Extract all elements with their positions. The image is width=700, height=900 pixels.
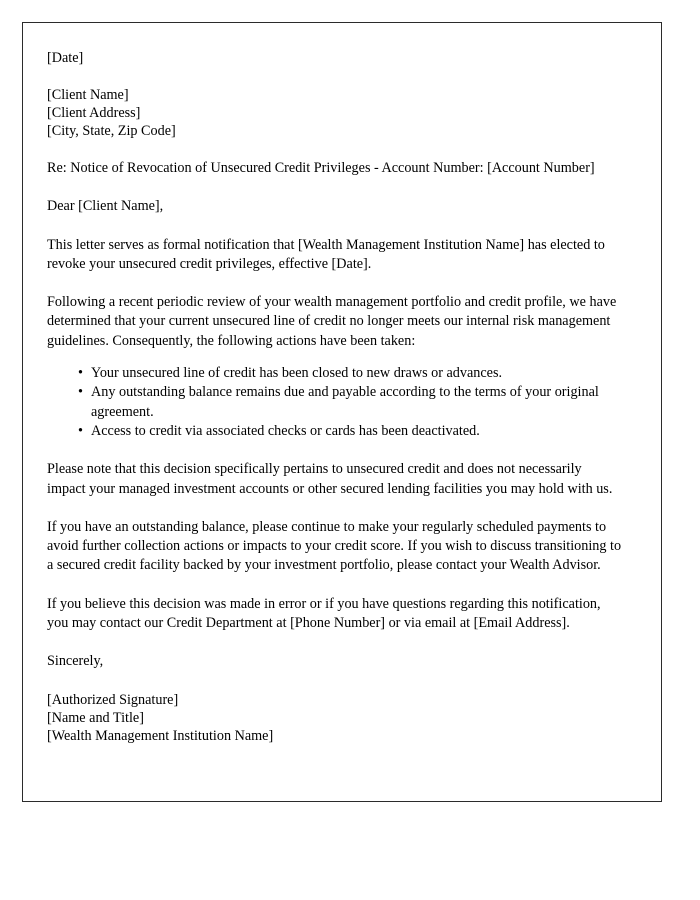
- recipient-name: [Client Name]: [47, 87, 129, 103]
- recipient-address: [Client Address]: [47, 105, 141, 121]
- salutation: Dear [Client Name],: [47, 198, 164, 215]
- recipient-city-state-zip: [City, State, Zip Code]: [47, 123, 176, 139]
- list-item: [78, 364, 639, 383]
- bullet-icon: •: [78, 422, 83, 439]
- bullet-icon: •: [78, 384, 83, 401]
- institution-name: [Wealth Management Institution Name]: [47, 727, 274, 744]
- paragraph-opening: This letter serves as formal notification that [Wealth Management Institution Name] has elected to revoke your unsecured credit privileges, effective [Date].: [47, 236, 605, 272]
- list-item-text: Your unsecured line of credit has been closed to new draws or advances.: [91, 365, 503, 382]
- date-block: [47, 49, 639, 67]
- paragraph-contact-note: If you believe this decision was made in error or if you have questions regarding this notification, you may contact our Credit Department at [Phone Number] or via email at [Email Address].: [47, 595, 601, 632]
- list-item: [78, 383, 639, 422]
- letter-body: [23, 23, 661, 745]
- signature-placeholder: [Authorized Signature]: [47, 691, 179, 708]
- signature-block: [47, 691, 639, 745]
- paragraph-scope-note: Please note that this decision specifically pertains to unsecured credit and does not necessarily impact your managed investment accounts or other secured lending facilities you may hold with us.: [47, 461, 613, 497]
- date-line: [Date]: [47, 50, 84, 66]
- valediction: Sincerely,: [47, 653, 104, 670]
- signer-name-and-title: [Name and Title]: [47, 709, 144, 726]
- bullet-icon: •: [78, 365, 83, 382]
- paragraph-balance-note: If you have an outstanding balance, please continue to make your regularly scheduled payments to avoid further collection actions or impacts to your credit score. If you wish to discuss transitioning to a secured credit facility backed by your investment portfolio, please contact your Wealth Advisor.: [47, 518, 622, 574]
- recipient-address-block: [47, 86, 639, 140]
- list-item: [78, 422, 639, 441]
- letter-page: [22, 22, 662, 802]
- actions-list: [47, 364, 639, 441]
- list-item-text: Access to credit via associated checks or cards has been deactivated.: [91, 422, 480, 439]
- subject-line: Re: Notice of Revocation of Unsecured Credit Privileges - Account Number: [Account Number]: [47, 160, 595, 176]
- list-item-text: Any outstanding balance remains due and payable according to the terms of your original agreement.: [91, 384, 599, 420]
- paragraph-review: Following a recent periodic review of your wealth management portfolio and credit profile, we have determined that your current unsecured line of credit no longer meets our internal risk management guidelines. Consequently, the following actions have been taken:: [47, 294, 617, 349]
